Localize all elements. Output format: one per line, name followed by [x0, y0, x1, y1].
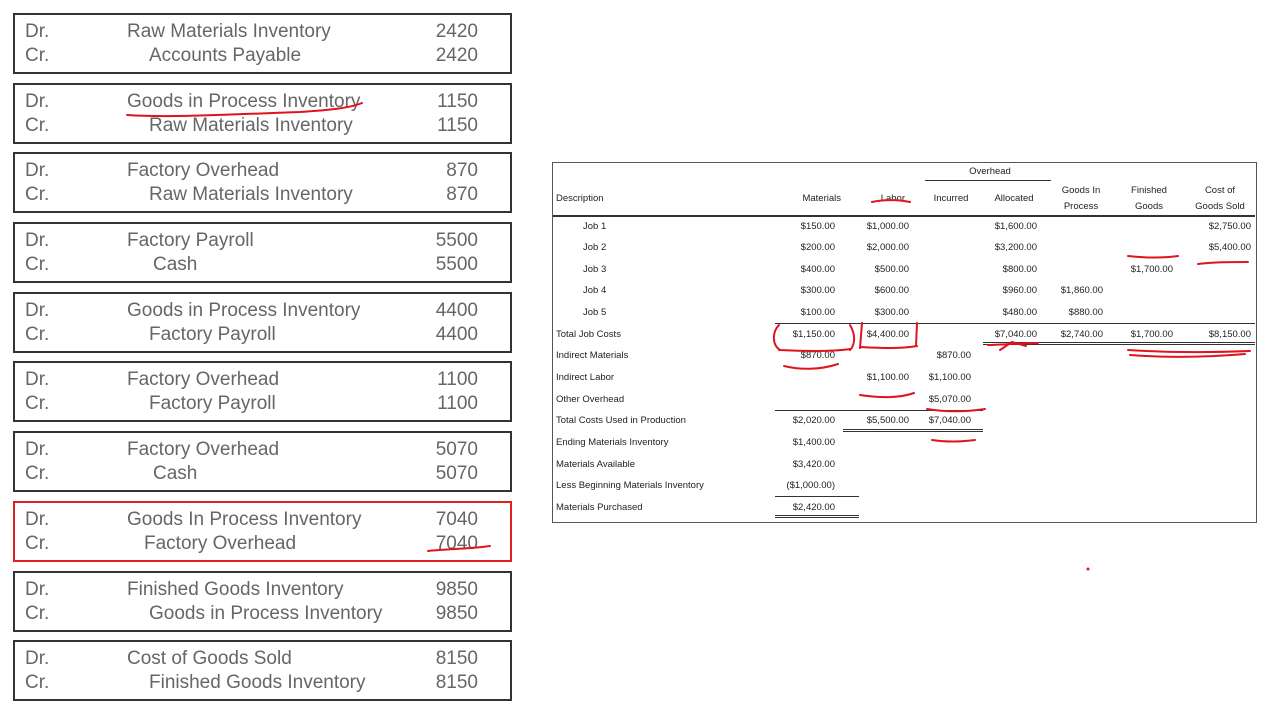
- credit-marker: Cr.: [25, 532, 50, 554]
- journal-entry: [13, 222, 512, 283]
- credit-account: Cash: [153, 254, 198, 276]
- credit-amount: 1150: [437, 114, 478, 136]
- row-value-inc: $870.00: [936, 350, 971, 361]
- debit-marker: Dr.: [25, 90, 50, 112]
- debit-account: Finished Goods Inventory: [127, 578, 344, 600]
- debit-amount: 7040: [435, 508, 478, 530]
- row-description: Total Job Costs: [556, 329, 621, 340]
- row-value-mat: $3,420.00: [792, 459, 835, 470]
- row-value-mat: $200.00: [800, 242, 835, 253]
- credit-line: [15, 323, 510, 347]
- journal-entry: [13, 292, 512, 353]
- row-description: Less Beginning Materials Inventory: [556, 480, 704, 491]
- row-value-lab: $2,000.00: [866, 242, 909, 253]
- row-value-cogs: $8,150.00: [1208, 329, 1251, 340]
- row-value-inc: $5,070.00: [928, 394, 971, 405]
- row-value-gip: $2,740.00: [1060, 329, 1103, 340]
- credit-amount: 9850: [435, 602, 478, 624]
- row-value-fg: $1,700.00: [1130, 329, 1173, 340]
- debit-account: Raw Materials Inventory: [127, 21, 331, 42]
- row-value-cogs: $2,750.00: [1208, 221, 1251, 232]
- row-description: Ending Materials Inventory: [556, 437, 669, 448]
- credit-account: Factory Overhead: [144, 532, 297, 554]
- credit-account: Raw Materials Inventory: [149, 184, 353, 206]
- debit-line: [15, 299, 510, 323]
- debit-line: [15, 647, 510, 671]
- credit-account: Goods in Process Inventory: [149, 602, 383, 624]
- credit-amount: 5070: [435, 463, 478, 485]
- credit-line: [15, 462, 510, 486]
- debit-marker: Dr.: [25, 160, 50, 182]
- header-allocated: Allocated: [994, 193, 1034, 204]
- debit-amount: 1150: [437, 90, 478, 112]
- journal-entry: [13, 640, 512, 701]
- journal-entry: [13, 13, 512, 74]
- row-value-alloc: $800.00: [1002, 264, 1037, 275]
- debit-account: Factory Overhead: [127, 439, 280, 461]
- row-value-gip: $880.00: [1068, 307, 1103, 318]
- row-value-mat: ($1,000.00): [786, 480, 835, 491]
- credit-line: [15, 114, 510, 138]
- header-labor: Labor: [880, 193, 905, 204]
- debit-amount: 4400: [435, 299, 478, 321]
- row-description: Materials Available: [556, 459, 636, 470]
- credit-account: Factory Payroll: [149, 393, 276, 415]
- journal-entry: [13, 431, 512, 492]
- debit-amount: 5070: [435, 439, 478, 461]
- row-value-lab: $1,100.00: [866, 372, 909, 383]
- row-value-lab: $4,400.00: [866, 329, 909, 340]
- debit-amount: 8150: [435, 648, 478, 670]
- credit-amount: 8150: [435, 672, 478, 694]
- row-value-inc: $7,040.00: [928, 415, 971, 426]
- journal-entries: [13, 13, 513, 710]
- row-value-lab: $5,500.00: [866, 415, 909, 426]
- credit-amount: 5500: [435, 254, 478, 276]
- row-value-mat: $150.00: [800, 221, 835, 232]
- row-value-alloc: $7,040.00: [994, 329, 1037, 340]
- debit-account: Goods in Process Inventory: [127, 90, 361, 112]
- overhead-group-header: Overhead: [969, 166, 1011, 177]
- debit-account: Goods In Process Inventory: [127, 508, 362, 530]
- debit-marker: Dr.: [25, 508, 50, 530]
- credit-line: [15, 44, 510, 68]
- row-description: Job 4: [583, 285, 607, 296]
- debit-line: [15, 508, 510, 532]
- total-costs-rule: [775, 410, 983, 411]
- debit-marker: Dr.: [25, 21, 50, 42]
- row-value-alloc: $3,200.00: [994, 242, 1037, 253]
- job-cost-table: [552, 162, 1257, 523]
- total-costs-double-rule: [843, 429, 983, 432]
- row-value-inc: $1,100.00: [928, 372, 971, 383]
- total-job-costs-rule: [775, 323, 1255, 324]
- header-finished-goods-2: Goods: [1135, 201, 1163, 212]
- credit-amount: 7040: [435, 532, 478, 554]
- row-value-alloc: $1,600.00: [994, 221, 1037, 232]
- credit-amount: 1100: [437, 393, 478, 415]
- credit-line: [15, 253, 510, 277]
- debit-account: Goods in Process Inventory: [127, 299, 361, 321]
- header-rule: [553, 215, 1255, 217]
- credit-line: [15, 602, 510, 626]
- credit-account: Finished Goods Inventory: [149, 672, 366, 694]
- credit-marker: Cr.: [25, 184, 50, 206]
- debit-line: [15, 20, 510, 44]
- debit-account: Factory Payroll: [127, 230, 254, 252]
- row-value-alloc: $480.00: [1002, 307, 1037, 318]
- credit-line: [15, 532, 510, 556]
- credit-marker: Cr.: [25, 254, 50, 276]
- credit-line: [15, 183, 510, 207]
- header-goods-in-process-1: Goods In: [1061, 185, 1101, 196]
- debit-marker: Dr.: [25, 578, 50, 600]
- debit-amount: 5500: [435, 230, 478, 252]
- journal-entry: [13, 361, 512, 422]
- row-description: Job 1: [583, 221, 607, 232]
- row-value-mat: $300.00: [800, 285, 835, 296]
- credit-marker: Cr.: [25, 463, 50, 485]
- row-description: Job 2: [583, 242, 607, 253]
- debit-line: [15, 578, 510, 602]
- total-job-costs-double-rule: [983, 342, 1255, 345]
- row-value-mat: $2,420.00: [792, 502, 835, 513]
- credit-account: Cash: [153, 463, 198, 485]
- materials-purchased-double-rule: [775, 515, 859, 518]
- credit-line: [15, 392, 510, 416]
- credit-marker: Cr.: [25, 114, 50, 136]
- journal-entry: [13, 501, 512, 562]
- header-description: Description: [556, 193, 604, 204]
- credit-amount: 870: [446, 184, 478, 206]
- row-description: Job 5: [583, 307, 607, 318]
- debit-marker: Dr.: [25, 439, 50, 461]
- row-description: Materials Purchased: [556, 502, 643, 513]
- row-value-mat: $100.00: [800, 307, 835, 318]
- debit-line: [15, 368, 510, 392]
- credit-account: Accounts Payable: [149, 45, 302, 66]
- header-incurred: Incurred: [933, 193, 969, 204]
- header-cogs-1: Cost of: [1204, 185, 1236, 196]
- row-value-lab: $600.00: [874, 285, 909, 296]
- debit-marker: Dr.: [25, 299, 50, 321]
- debit-marker: Dr.: [25, 648, 50, 670]
- credit-marker: Cr.: [25, 393, 50, 415]
- credit-marker: Cr.: [25, 602, 50, 624]
- row-value-cogs: $5,400.00: [1208, 242, 1251, 253]
- header-materials: Materials: [802, 193, 841, 204]
- header-cogs-2: Goods Sold: [1195, 201, 1245, 212]
- credit-marker: Cr.: [25, 45, 50, 66]
- row-description: Job 3: [583, 264, 607, 275]
- row-description: Other Overhead: [556, 394, 625, 405]
- debit-line: [15, 229, 510, 253]
- row-value-mat: $870.00: [800, 350, 835, 361]
- debit-amount: 2420: [435, 21, 478, 42]
- row-description: Indirect Materials: [556, 350, 629, 361]
- row-value-fg: $1,700.00: [1130, 264, 1173, 275]
- row-value-lab: $1,000.00: [866, 221, 909, 232]
- overhead-group-rule: [925, 180, 1051, 181]
- debit-account: Factory Overhead: [127, 369, 280, 391]
- credit-account: Raw Materials Inventory: [149, 114, 353, 136]
- debit-amount: 1100: [437, 369, 478, 391]
- debit-line: [15, 90, 510, 114]
- credit-amount: 2420: [435, 45, 478, 66]
- ink-dot: [1087, 568, 1090, 571]
- row-value-gip: $1,860.00: [1060, 285, 1103, 296]
- credit-marker: Cr.: [25, 323, 50, 345]
- row-value-lab: $500.00: [874, 264, 909, 275]
- journal-entry: [13, 83, 512, 144]
- row-value-alloc: $960.00: [1002, 285, 1037, 296]
- credit-line: [15, 671, 510, 695]
- credit-marker: Cr.: [25, 672, 50, 694]
- journal-entry: [13, 152, 512, 213]
- debit-amount: 870: [446, 160, 478, 182]
- debit-marker: Dr.: [25, 230, 50, 252]
- debit-account: Cost of Goods Sold: [127, 648, 292, 670]
- credit-amount: 4400: [435, 323, 478, 345]
- row-value-mat: $400.00: [800, 264, 835, 275]
- row-value-mat: $1,400.00: [792, 437, 835, 448]
- debit-line: [15, 438, 510, 462]
- journal-entry: [13, 571, 512, 632]
- debit-account: Factory Overhead: [127, 160, 280, 182]
- row-value-mat: $2,020.00: [792, 415, 835, 426]
- row-value-mat: $1,150.00: [792, 329, 835, 340]
- debit-line: [15, 159, 510, 183]
- header-goods-in-process-2: Process: [1063, 201, 1099, 212]
- credit-account: Factory Payroll: [149, 323, 276, 345]
- row-value-lab: $300.00: [874, 307, 909, 318]
- materials-purchased-rule: [775, 496, 859, 497]
- row-description: Indirect Labor: [556, 372, 615, 383]
- debit-marker: Dr.: [25, 369, 50, 391]
- header-finished-goods-1: Finished: [1131, 185, 1167, 196]
- row-description: Total Costs Used in Production: [556, 415, 686, 426]
- debit-amount: 9850: [435, 578, 478, 600]
